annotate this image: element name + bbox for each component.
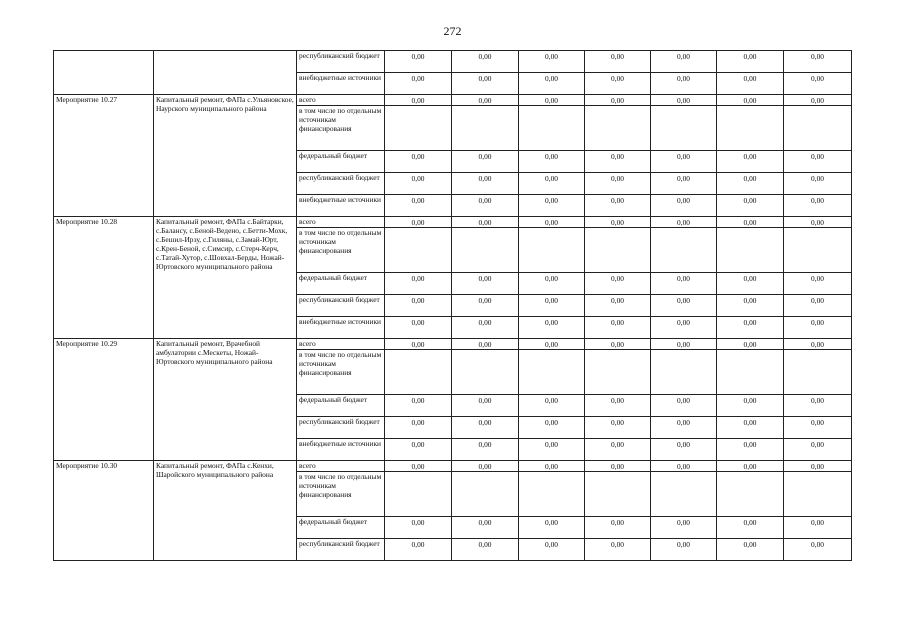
value-cell: 0,00 bbox=[585, 517, 651, 539]
value-cell: 0,00 bbox=[452, 295, 519, 317]
value-cell: 0,00 bbox=[385, 539, 452, 561]
table-body bbox=[54, 51, 852, 561]
value-cell bbox=[585, 106, 651, 151]
table-row bbox=[54, 461, 852, 472]
value-cell: 0,00 bbox=[784, 417, 852, 439]
value-cell: 0,00 bbox=[452, 73, 519, 95]
object-cell: Капитальный ремонт, ФАПа с.Ульяновское, Наурского муниципального района bbox=[154, 95, 297, 217]
value-cell: 0,00 bbox=[651, 317, 717, 339]
value-cell: 0,00 bbox=[385, 517, 452, 539]
value-cell: 0,00 bbox=[784, 51, 852, 73]
table-row bbox=[54, 95, 852, 106]
value-cell: 0,00 bbox=[519, 439, 585, 461]
value-cell: 0,00 bbox=[519, 73, 585, 95]
value-cell: 0,00 bbox=[452, 95, 519, 106]
object-cell: Капитальный ремонт, ФАПа с.Байтарки, с.Балансу, с.Беной-Ведено, с.Бетти-Мохк, с.Бешил-Ирзу, с.Гиляны, с.Замай-Юрт, с.Крен-Беной, с.Симсир, с.Стерч-Керч, с.Татай-Хутор, с.Шовхал-Берды, Ножай-Юртовского муниципального района bbox=[154, 217, 297, 339]
value-cell: 0,00 bbox=[651, 539, 717, 561]
value-cell: 0,00 bbox=[585, 95, 651, 106]
funding-source-cell: республиканский бюджет bbox=[297, 51, 385, 73]
value-cell: 0,00 bbox=[585, 439, 651, 461]
value-cell: 0,00 bbox=[717, 417, 784, 439]
value-cell: 0,00 bbox=[519, 517, 585, 539]
value-cell: 0,00 bbox=[385, 317, 452, 339]
value-cell: 0,00 bbox=[385, 417, 452, 439]
value-cell: 0,00 bbox=[452, 217, 519, 228]
value-cell: 0,00 bbox=[452, 51, 519, 73]
value-cell: 0,00 bbox=[784, 339, 852, 350]
funding-source-cell: федеральный бюджет bbox=[297, 151, 385, 173]
value-cell: 0,00 bbox=[651, 295, 717, 317]
value-cell: 0,00 bbox=[385, 73, 452, 95]
value-cell bbox=[717, 106, 784, 151]
value-cell: 0,00 bbox=[784, 95, 852, 106]
value-cell bbox=[585, 472, 651, 517]
event-cell bbox=[54, 51, 154, 95]
value-cell: 0,00 bbox=[651, 417, 717, 439]
value-cell: 0,00 bbox=[717, 439, 784, 461]
value-cell: 0,00 bbox=[717, 95, 784, 106]
value-cell: 0,00 bbox=[519, 51, 585, 73]
value-cell: 0,00 bbox=[385, 273, 452, 295]
value-cell: 0,00 bbox=[585, 295, 651, 317]
value-cell: 0,00 bbox=[651, 517, 717, 539]
value-cell bbox=[519, 472, 585, 517]
value-cell: 0,00 bbox=[717, 173, 784, 195]
event-cell: Мероприятие 10.30 bbox=[54, 461, 154, 561]
value-cell bbox=[519, 106, 585, 151]
object-cell: Капитальный ремонт, Врачебной амбулатории с.Мескеты, Ножай-Юртовского муниципального района bbox=[154, 339, 297, 461]
funding-source-cell: федеральный бюджет bbox=[297, 273, 385, 295]
value-cell bbox=[784, 350, 852, 395]
value-cell: 0,00 bbox=[651, 151, 717, 173]
object-cell bbox=[154, 51, 297, 95]
value-cell: 0,00 bbox=[585, 539, 651, 561]
value-cell bbox=[585, 228, 651, 273]
value-cell bbox=[717, 228, 784, 273]
value-cell: 0,00 bbox=[717, 339, 784, 350]
value-cell: 0,00 bbox=[585, 151, 651, 173]
value-cell: 0,00 bbox=[585, 273, 651, 295]
value-cell bbox=[651, 350, 717, 395]
value-cell: 0,00 bbox=[784, 461, 852, 472]
value-cell: 0,00 bbox=[585, 173, 651, 195]
funding-source-cell: в том числе по отдельным источникам финансирования bbox=[297, 228, 385, 273]
value-cell: 0,00 bbox=[519, 339, 585, 350]
value-cell: 0,00 bbox=[651, 395, 717, 417]
funding-source-cell: республиканский бюджет bbox=[297, 539, 385, 561]
value-cell: 0,00 bbox=[784, 73, 852, 95]
value-cell: 0,00 bbox=[452, 417, 519, 439]
value-cell: 0,00 bbox=[784, 539, 852, 561]
value-cell: 0,00 bbox=[717, 517, 784, 539]
value-cell: 0,00 bbox=[651, 217, 717, 228]
value-cell: 0,00 bbox=[717, 51, 784, 73]
value-cell: 0,00 bbox=[717, 195, 784, 217]
value-cell bbox=[452, 106, 519, 151]
value-cell bbox=[651, 472, 717, 517]
value-cell: 0,00 bbox=[385, 95, 452, 106]
value-cell: 0,00 bbox=[651, 339, 717, 350]
value-cell: 0,00 bbox=[452, 273, 519, 295]
value-cell: 0,00 bbox=[385, 151, 452, 173]
value-cell: 0,00 bbox=[452, 317, 519, 339]
funding-source-cell: федеральный бюджет bbox=[297, 395, 385, 417]
value-cell: 0,00 bbox=[385, 295, 452, 317]
value-cell bbox=[651, 228, 717, 273]
funding-source-cell: в том числе по отдельным источникам финансирования bbox=[297, 472, 385, 517]
value-cell bbox=[585, 350, 651, 395]
value-cell: 0,00 bbox=[519, 173, 585, 195]
value-cell bbox=[519, 228, 585, 273]
value-cell: 0,00 bbox=[519, 217, 585, 228]
funding-source-cell: всего bbox=[297, 339, 385, 350]
event-cell: Мероприятие 10.29 bbox=[54, 339, 154, 461]
value-cell: 0,00 bbox=[784, 217, 852, 228]
value-cell: 0,00 bbox=[585, 417, 651, 439]
value-cell: 0,00 bbox=[585, 73, 651, 95]
value-cell bbox=[385, 228, 452, 273]
value-cell: 0,00 bbox=[651, 439, 717, 461]
value-cell: 0,00 bbox=[452, 151, 519, 173]
value-cell: 0,00 bbox=[452, 539, 519, 561]
value-cell: 0,00 bbox=[784, 517, 852, 539]
funding-source-cell: республиканский бюджет bbox=[297, 417, 385, 439]
value-cell: 0,00 bbox=[385, 195, 452, 217]
funding-source-cell: республиканский бюджет bbox=[297, 173, 385, 195]
value-cell: 0,00 bbox=[519, 395, 585, 417]
value-cell: 0,00 bbox=[519, 295, 585, 317]
value-cell: 0,00 bbox=[784, 151, 852, 173]
funding-source-cell: республиканский бюджет bbox=[297, 295, 385, 317]
value-cell bbox=[784, 228, 852, 273]
value-cell: 0,00 bbox=[585, 195, 651, 217]
funding-source-cell: всего bbox=[297, 217, 385, 228]
value-cell: 0,00 bbox=[717, 395, 784, 417]
value-cell bbox=[385, 350, 452, 395]
value-cell: 0,00 bbox=[452, 339, 519, 350]
value-cell: 0,00 bbox=[385, 339, 452, 350]
value-cell bbox=[784, 106, 852, 151]
funding-source-cell: всего bbox=[297, 461, 385, 472]
value-cell: 0,00 bbox=[452, 395, 519, 417]
value-cell bbox=[717, 350, 784, 395]
value-cell: 0,00 bbox=[585, 317, 651, 339]
table-row bbox=[54, 339, 852, 350]
value-cell: 0,00 bbox=[519, 461, 585, 472]
table-row bbox=[54, 217, 852, 228]
value-cell: 0,00 bbox=[651, 173, 717, 195]
value-cell: 0,00 bbox=[519, 151, 585, 173]
value-cell: 0,00 bbox=[784, 173, 852, 195]
funding-source-cell: внебюджетные источники bbox=[297, 73, 385, 95]
value-cell bbox=[651, 106, 717, 151]
value-cell: 0,00 bbox=[651, 73, 717, 95]
funding-source-cell: федеральный бюджет bbox=[297, 517, 385, 539]
funding-source-cell: внебюджетные источники bbox=[297, 439, 385, 461]
value-cell: 0,00 bbox=[519, 539, 585, 561]
value-cell: 0,00 bbox=[717, 273, 784, 295]
event-cell: Мероприятие 10.27 bbox=[54, 95, 154, 217]
value-cell: 0,00 bbox=[519, 95, 585, 106]
value-cell: 0,00 bbox=[717, 73, 784, 95]
value-cell: 0,00 bbox=[385, 217, 452, 228]
value-cell: 0,00 bbox=[784, 195, 852, 217]
value-cell bbox=[717, 472, 784, 517]
value-cell: 0,00 bbox=[519, 417, 585, 439]
value-cell bbox=[452, 228, 519, 273]
value-cell: 0,00 bbox=[784, 273, 852, 295]
value-cell: 0,00 bbox=[385, 395, 452, 417]
value-cell: 0,00 bbox=[651, 95, 717, 106]
value-cell: 0,00 bbox=[452, 195, 519, 217]
value-cell: 0,00 bbox=[519, 317, 585, 339]
value-cell bbox=[452, 350, 519, 395]
budget-table bbox=[53, 50, 852, 561]
funding-source-cell: в том числе по отдельным источникам финансирования bbox=[297, 350, 385, 395]
funding-source-cell: всего bbox=[297, 95, 385, 106]
funding-source-cell: внебюджетные источники bbox=[297, 317, 385, 339]
event-cell: Мероприятие 10.28 bbox=[54, 217, 154, 339]
value-cell: 0,00 bbox=[651, 51, 717, 73]
value-cell bbox=[519, 350, 585, 395]
value-cell: 0,00 bbox=[452, 461, 519, 472]
funding-source-cell: в том числе по отдельным источникам финансирования bbox=[297, 106, 385, 151]
value-cell: 0,00 bbox=[585, 51, 651, 73]
value-cell: 0,00 bbox=[784, 439, 852, 461]
value-cell: 0,00 bbox=[784, 395, 852, 417]
value-cell: 0,00 bbox=[651, 273, 717, 295]
value-cell: 0,00 bbox=[717, 295, 784, 317]
funding-source-cell: внебюджетные источники bbox=[297, 195, 385, 217]
page-number: 272 bbox=[443, 24, 462, 38]
value-cell: 0,00 bbox=[519, 273, 585, 295]
value-cell: 0,00 bbox=[651, 461, 717, 472]
value-cell: 0,00 bbox=[784, 295, 852, 317]
value-cell: 0,00 bbox=[717, 151, 784, 173]
object-cell: Капитальный ремонт, ФАПа с.Кенхи, Шаройского муниципального района bbox=[154, 461, 297, 561]
value-cell: 0,00 bbox=[452, 517, 519, 539]
value-cell: 0,00 bbox=[784, 317, 852, 339]
value-cell: 0,00 bbox=[385, 461, 452, 472]
value-cell: 0,00 bbox=[385, 439, 452, 461]
value-cell: 0,00 bbox=[385, 51, 452, 73]
value-cell bbox=[452, 472, 519, 517]
value-cell: 0,00 bbox=[452, 173, 519, 195]
value-cell: 0,00 bbox=[717, 461, 784, 472]
value-cell bbox=[385, 106, 452, 151]
value-cell: 0,00 bbox=[717, 539, 784, 561]
value-cell: 0,00 bbox=[585, 461, 651, 472]
value-cell: 0,00 bbox=[519, 195, 585, 217]
value-cell: 0,00 bbox=[585, 395, 651, 417]
value-cell bbox=[784, 472, 852, 517]
value-cell: 0,00 bbox=[385, 173, 452, 195]
value-cell: 0,00 bbox=[452, 439, 519, 461]
value-cell: 0,00 bbox=[717, 317, 784, 339]
table-row bbox=[54, 51, 852, 73]
value-cell: 0,00 bbox=[651, 195, 717, 217]
value-cell: 0,00 bbox=[585, 217, 651, 228]
value-cell bbox=[385, 472, 452, 517]
value-cell: 0,00 bbox=[717, 217, 784, 228]
value-cell: 0,00 bbox=[585, 339, 651, 350]
